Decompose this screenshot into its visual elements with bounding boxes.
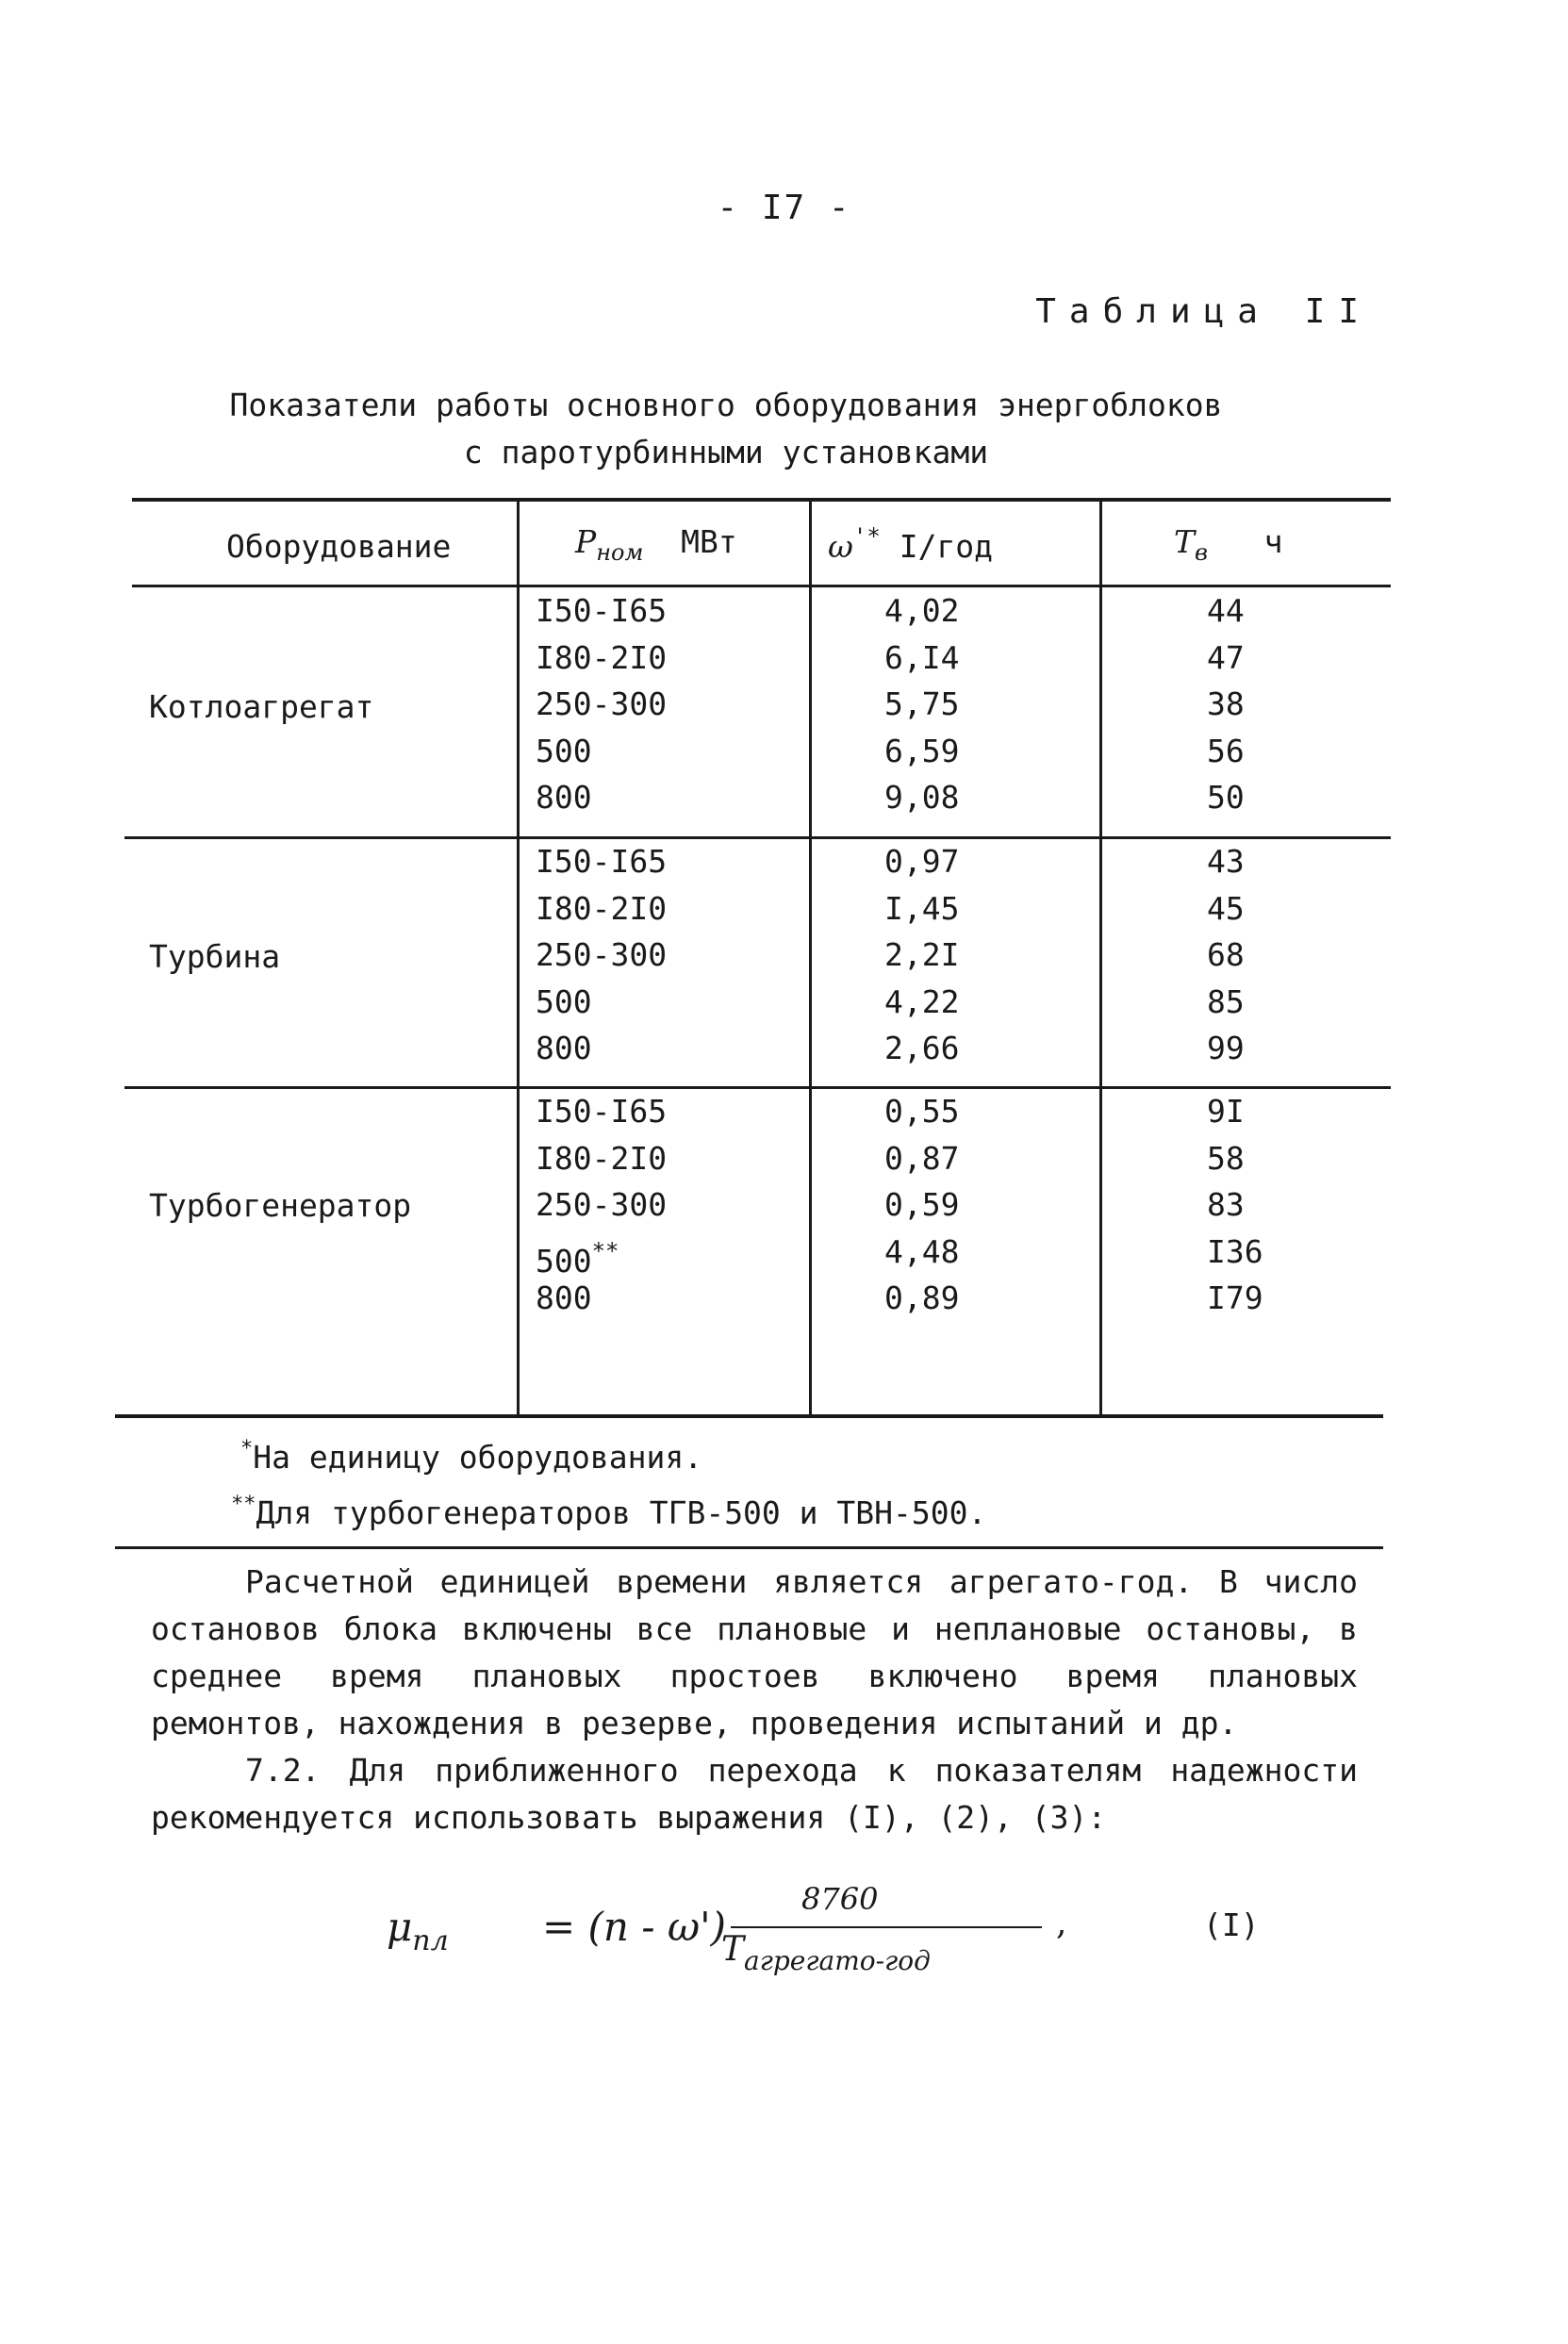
table-cell: 0,89 bbox=[884, 1279, 960, 1316]
table-cell: 68 bbox=[1207, 936, 1245, 973]
omega-unit: I/год bbox=[899, 528, 994, 565]
power-unit: МВт bbox=[681, 523, 737, 560]
omega-column bbox=[884, 587, 959, 821]
caption-line-2: с паротурбинными установками bbox=[463, 434, 989, 470]
table-cell: 50 bbox=[1207, 779, 1245, 816]
formula-comma: , bbox=[1056, 1904, 1067, 1942]
table-cell: 4,48 bbox=[884, 1232, 960, 1270]
table-cell: 250-300 bbox=[536, 936, 668, 973]
header-equipment: Оборудование bbox=[226, 528, 452, 565]
table-cell: 500 bbox=[536, 982, 592, 1020]
t-symbol: T bbox=[721, 1930, 745, 1969]
header-omega bbox=[828, 523, 993, 565]
omega-superscript: '* bbox=[852, 523, 881, 550]
header-power bbox=[575, 523, 737, 566]
formula-middle: = (n - ω') bbox=[542, 1904, 727, 1950]
group-rule-1 bbox=[124, 836, 1391, 839]
column-rule-1 bbox=[517, 498, 520, 1416]
power-column bbox=[536, 1088, 667, 1322]
table-cell: I79 bbox=[1207, 1279, 1263, 1316]
table-bottom-rule bbox=[115, 1414, 1383, 1418]
formula-numerator: 8760 bbox=[801, 1881, 879, 1917]
table-cell: I,45 bbox=[884, 889, 960, 927]
table-cell: 6,I4 bbox=[884, 638, 960, 676]
formula-lhs bbox=[387, 1904, 449, 1957]
table-cell: 38 bbox=[1207, 685, 1245, 722]
table-cell: 6,59 bbox=[884, 732, 960, 769]
footnote-2-text: Для турбогенераторов ТГВ-500 и ТВН-500. bbox=[256, 1494, 987, 1531]
table-cell: I50-I65 bbox=[536, 843, 668, 880]
table-cell: 2,66 bbox=[884, 1030, 960, 1066]
table-cell: 43 bbox=[1207, 843, 1245, 880]
fraction-bar bbox=[731, 1926, 1042, 1928]
tb-column bbox=[1207, 838, 1245, 1072]
power-symbol: P bbox=[575, 523, 597, 560]
footnote-2-mark: ** bbox=[231, 1493, 256, 1516]
table-cell: 4,02 bbox=[884, 592, 960, 629]
table-top-rule bbox=[132, 498, 1391, 502]
tb-subscript: в bbox=[1195, 539, 1208, 566]
omega-column bbox=[884, 838, 959, 1072]
omega-symbol: ω bbox=[828, 528, 853, 565]
column-rule-3 bbox=[1099, 498, 1102, 1416]
paragraph-1: Расчетной единицей времени является агрегато-год. В число остановов блока включены все плановые и неплановые остановы, в среднее время плановых простоев включено время плановых ремонтов, нахождения в резерве, проведения испытаний и др. bbox=[151, 1563, 1358, 1741]
footnote-1-mark: * bbox=[240, 1437, 254, 1461]
power-column bbox=[536, 838, 667, 1072]
omega-column bbox=[884, 1088, 959, 1322]
table-cell: 44 bbox=[1207, 592, 1245, 629]
power-column bbox=[536, 587, 667, 821]
table-cell: 500 bbox=[536, 732, 592, 769]
power-subscript: ном bbox=[596, 539, 644, 566]
header-rule bbox=[132, 585, 1391, 587]
tb-column bbox=[1207, 587, 1245, 821]
column-rule-2 bbox=[809, 498, 812, 1416]
caption-line-1: Показатели работы основного оборудования энергоблоков bbox=[229, 387, 1223, 423]
tb-unit: ч bbox=[1263, 523, 1283, 560]
footnote-mark: ** bbox=[591, 1237, 619, 1264]
mu-symbol: μ bbox=[387, 1904, 413, 1950]
table-cell: 800 bbox=[536, 1279, 592, 1316]
table-cell: 800 bbox=[536, 779, 592, 816]
table-cell: I50-I65 bbox=[536, 1093, 668, 1130]
tb-symbol: T bbox=[1174, 523, 1196, 560]
table-cell: 83 bbox=[1207, 1186, 1245, 1223]
group-name: Турбогенератор bbox=[149, 1187, 412, 1224]
table-cell: I80-2I0 bbox=[536, 638, 668, 676]
footnote-1-text: На единицу оборудования. bbox=[253, 1439, 703, 1476]
formula-denominator bbox=[721, 1930, 931, 1976]
body-text bbox=[151, 1559, 1358, 1841]
group-rule-2 bbox=[124, 1086, 1391, 1089]
table-cell bbox=[536, 1229, 667, 1279]
table-cell: I80-2I0 bbox=[536, 1139, 668, 1177]
table-cell: 99 bbox=[1207, 1030, 1245, 1066]
table-cell: 5,75 bbox=[884, 685, 960, 722]
table-cell: 800 bbox=[536, 1030, 592, 1066]
table-cell: 0,87 bbox=[884, 1139, 960, 1177]
t-subscript: агрегато-год bbox=[744, 1945, 931, 1976]
footnote-1 bbox=[240, 1426, 986, 1481]
formula-number: (I) bbox=[1203, 1907, 1260, 1943]
formula bbox=[387, 1881, 1067, 1985]
table-cell: 0,55 bbox=[884, 1093, 960, 1130]
table-cell: 250-300 bbox=[536, 1186, 668, 1223]
table-caption bbox=[123, 382, 1329, 476]
table-cell: 56 bbox=[1207, 732, 1245, 769]
table-cell: 9I bbox=[1207, 1093, 1245, 1130]
group-name: Котлоагрегат bbox=[149, 688, 374, 725]
table-cell: I50-I65 bbox=[536, 592, 668, 629]
table-cell: 2,2I bbox=[884, 936, 960, 973]
page-number: - I7 - bbox=[717, 189, 851, 227]
footnotes bbox=[231, 1426, 987, 1537]
table-label: Таблица II bbox=[1035, 292, 1372, 331]
group-name: Турбина bbox=[149, 938, 281, 975]
power-value: 500 bbox=[536, 1242, 592, 1279]
table-cell: 250-300 bbox=[536, 685, 668, 722]
table-cell: 47 bbox=[1207, 638, 1245, 676]
table-cell: 0,59 bbox=[884, 1186, 960, 1223]
table-cell: 0,97 bbox=[884, 843, 960, 880]
table-cell: 9,08 bbox=[884, 779, 960, 816]
table-cell: 58 bbox=[1207, 1139, 1245, 1177]
table-cell: 4,22 bbox=[884, 982, 960, 1020]
footnote-2 bbox=[231, 1481, 986, 1537]
header-tb bbox=[1174, 523, 1282, 566]
table-cell: 85 bbox=[1207, 982, 1245, 1020]
paragraph-2: 7.2. Для приближенного перехода к показателям надежности рекомендуется использовать выражения (I), (2), (3): bbox=[151, 1752, 1358, 1836]
footnote-rule bbox=[115, 1546, 1383, 1549]
table-cell: 45 bbox=[1207, 889, 1245, 927]
tb-column bbox=[1207, 1088, 1263, 1322]
table-cell: I36 bbox=[1207, 1232, 1263, 1270]
table-cell: I80-2I0 bbox=[536, 889, 668, 927]
mu-subscript: пл bbox=[412, 1924, 449, 1957]
